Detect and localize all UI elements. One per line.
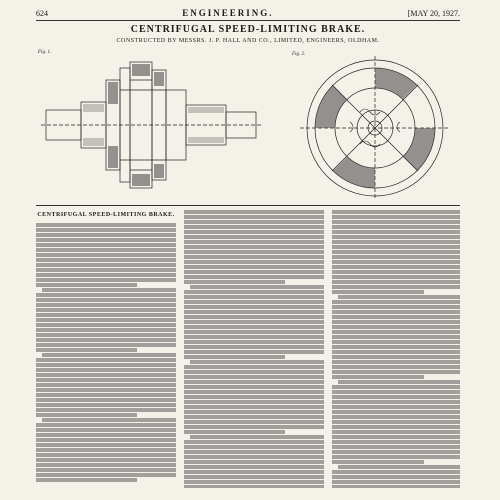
text-line [184, 260, 324, 264]
text-line [184, 345, 324, 349]
text-line [36, 383, 176, 387]
text-line [42, 418, 176, 422]
text-line [36, 403, 176, 407]
text-line [332, 265, 460, 269]
article-title: CENTRIFUGAL SPEED-LIMITING BRAKE. [130, 24, 366, 35]
text-line [36, 363, 176, 367]
text-line [332, 425, 460, 429]
text-line [36, 413, 137, 417]
text-line [332, 340, 460, 344]
text-line [184, 290, 324, 294]
text-line [184, 295, 324, 299]
text-line [332, 450, 460, 454]
text-line [184, 305, 324, 309]
text-line [36, 303, 176, 307]
text-line [36, 333, 176, 337]
text-line [36, 233, 176, 237]
text-line [36, 328, 176, 332]
text-line [42, 353, 176, 357]
text-line [332, 365, 460, 369]
text-line [332, 285, 460, 289]
text-line [332, 290, 424, 294]
text-line [42, 288, 176, 292]
text-line [184, 220, 324, 224]
text-line [332, 225, 460, 229]
text-line [184, 255, 324, 259]
text-line [36, 283, 137, 287]
text-line [36, 273, 176, 277]
text-line [332, 435, 460, 439]
text-line [184, 335, 324, 339]
header-rule [36, 20, 460, 21]
text-line [184, 395, 324, 399]
text-line [184, 455, 324, 459]
text-line [184, 400, 324, 404]
text-line [338, 295, 460, 299]
text-line [332, 385, 460, 389]
text-line [184, 370, 324, 374]
text-line [184, 230, 324, 234]
text-line [332, 400, 460, 404]
text-line [36, 313, 176, 317]
text-column-1 [36, 210, 176, 488]
text-line [184, 465, 324, 469]
text-line [332, 440, 460, 444]
text-line [36, 238, 176, 242]
text-line [184, 460, 324, 464]
text-line [36, 248, 176, 252]
text-line [184, 445, 324, 449]
text-line [36, 223, 176, 227]
text-line [184, 310, 324, 314]
text-line [184, 330, 324, 334]
text-line [36, 388, 176, 392]
text-line [36, 393, 176, 397]
text-line [332, 355, 460, 359]
text-line [332, 470, 460, 474]
text-line [36, 408, 176, 412]
column-heading: CENTRIFUGAL SPEED-LIMITING BRAKE. [37, 212, 175, 218]
text-line [332, 485, 460, 488]
text-line [332, 260, 460, 264]
text-line [332, 430, 460, 434]
text-line [36, 278, 176, 282]
page-number: 624 [36, 8, 48, 18]
text-line [332, 360, 460, 364]
text-line [184, 350, 324, 354]
journal-name: ENGINEERING. [182, 8, 274, 18]
text-line [36, 338, 176, 342]
text-line [184, 225, 324, 229]
text-line [36, 263, 176, 267]
text-line [36, 378, 176, 382]
text-line [332, 230, 460, 234]
text-line [332, 215, 460, 219]
text-line [36, 348, 137, 352]
text-line [184, 480, 324, 484]
text-line [36, 478, 137, 482]
text-line [184, 250, 324, 254]
text-line [184, 245, 324, 249]
text-line [184, 265, 324, 269]
text-line [332, 445, 460, 449]
text-line [184, 280, 285, 284]
text-line [184, 215, 324, 219]
text-line [332, 335, 460, 339]
text-line [36, 398, 176, 402]
article-subtitle: CONSTRUCTED BY MESSRS. J. P. HALL AND CO., LIMITED, ENGINEERS, OLDHAM. [116, 38, 380, 44]
text-line [190, 360, 324, 364]
text-line [332, 240, 460, 244]
text-line [332, 475, 460, 479]
issue-date: [MAY 20, 1927. [407, 8, 460, 18]
text-line [184, 365, 324, 369]
text-line [36, 443, 176, 447]
text-line [184, 450, 324, 454]
text-line [338, 380, 460, 384]
text-line [332, 275, 460, 279]
text-line [332, 455, 460, 459]
text-line [184, 355, 285, 359]
text-line [184, 315, 324, 319]
text-line [190, 435, 324, 439]
text-line [332, 375, 424, 379]
text-line [36, 423, 176, 427]
text-line [332, 460, 424, 464]
text-line [184, 420, 324, 424]
text-line [332, 235, 460, 239]
running-header [36, 7, 460, 19]
text-line [332, 410, 460, 414]
text-line [332, 270, 460, 274]
text-line [184, 375, 324, 379]
text-line [332, 390, 460, 394]
text-line [332, 420, 460, 424]
text-line [36, 448, 176, 452]
text-line [184, 325, 324, 329]
text-line [36, 473, 176, 477]
text-line [184, 440, 324, 444]
figure-2-cross-section [290, 52, 460, 202]
text-column-3 [332, 210, 460, 488]
text-line [184, 340, 324, 344]
text-line [36, 243, 176, 247]
figure-divider [36, 205, 460, 206]
text-line [36, 428, 176, 432]
text-line [332, 345, 460, 349]
text-line [332, 395, 460, 399]
text-line [36, 343, 176, 347]
text-line [332, 245, 460, 249]
text-line [332, 250, 460, 254]
figure-1-sectional-elevation [36, 50, 266, 200]
text-line [36, 438, 176, 442]
text-line [36, 253, 176, 257]
text-line [36, 468, 176, 472]
figure-2-label: Fig. 2. [292, 52, 306, 57]
text-line [184, 240, 324, 244]
text-line [332, 310, 460, 314]
text-line [184, 210, 324, 214]
text-line [332, 325, 460, 329]
text-line [184, 405, 324, 409]
text-line [184, 410, 324, 414]
text-line [184, 320, 324, 324]
text-line [332, 405, 460, 409]
text-column-2 [184, 210, 324, 488]
text-line [36, 323, 176, 327]
text-line [184, 235, 324, 239]
text-line [184, 380, 324, 384]
text-line [332, 220, 460, 224]
text-line [36, 433, 176, 437]
text-line [36, 298, 176, 302]
text-line [332, 370, 460, 374]
text-line [184, 300, 324, 304]
text-line [332, 330, 460, 334]
text-line [184, 470, 324, 474]
text-line [332, 300, 460, 304]
text-line [332, 415, 460, 419]
text-line [36, 453, 176, 457]
text-line [332, 305, 460, 309]
text-line [36, 463, 176, 467]
text-line [332, 350, 460, 354]
text-line [184, 475, 324, 479]
text-line [332, 210, 460, 214]
figure-1-label: Fig. 1. [38, 50, 52, 55]
text-line [332, 480, 460, 484]
text-line [36, 458, 176, 462]
text-line [332, 280, 460, 284]
text-line [332, 315, 460, 319]
text-line [190, 285, 324, 289]
text-line [36, 228, 176, 232]
text-line [184, 385, 324, 389]
text-line [184, 270, 324, 274]
text-line [184, 275, 324, 279]
text-line [338, 465, 460, 469]
text-line [36, 268, 176, 272]
text-line [36, 293, 176, 297]
text-line [36, 258, 176, 262]
text-line [184, 390, 324, 394]
text-line [184, 430, 285, 434]
text-line [184, 485, 324, 488]
text-line [36, 373, 176, 377]
text-line [36, 368, 176, 372]
text-line [36, 308, 176, 312]
text-line [184, 415, 324, 419]
text-line [36, 358, 176, 362]
text-line [184, 425, 324, 429]
text-line [332, 320, 460, 324]
text-line [332, 255, 460, 259]
text-line [36, 318, 176, 322]
